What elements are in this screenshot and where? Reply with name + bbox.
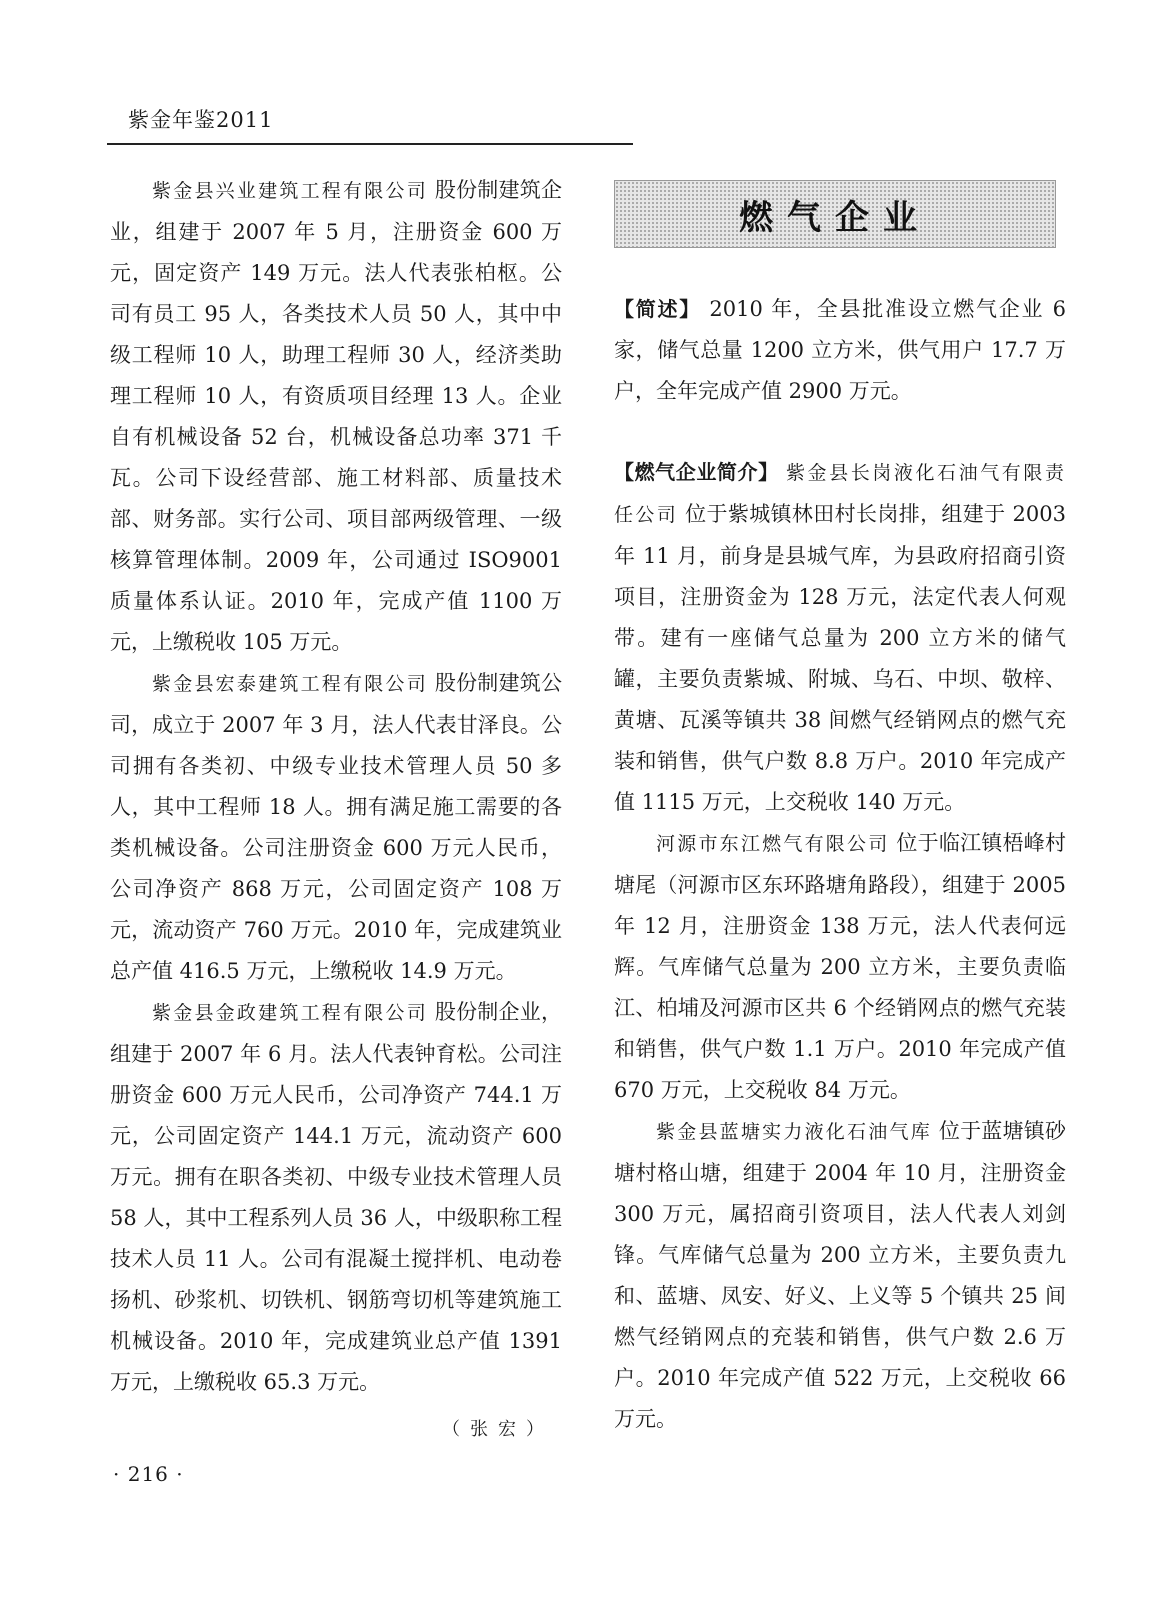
company-paragraph [614, 823, 1066, 1111]
right-column [614, 289, 1066, 1440]
left-column [110, 170, 562, 1450]
company-description: 位于蓝塘镇砂塘村格山塘，组建于 2004 年 10 月，注册资金 300 万元，属招商引资项目，法人代表人刘剑锋。气库储气总量为 200 立方米，主要负责九和、蓝塘、凤安、好义、上义等 5 个镇共 25 间燃气经销网点的充装和销售，供气户数 2.6 万户。2010 年完成产值 522 万元，上交税收 66 万元。 [614, 1119, 1066, 1431]
company-description: 位于紫城镇林田村长岗排，组建于 2003 年 11 月，前身是县城气库，为县政府招商引资项目，注册资金为 128 万元，法定代表人何观带。建有一座储气总量为 200 立方米的储气罐，主要负责紫城、附城、乌石、中坝、敬梓、黄塘、瓦溪等镇共 38 间燃气经销网点的燃气充装和销售，供气户数 8.8 万户。2010 年完成产值 1115 万元，上交税收 140 万元。 [614, 502, 1066, 814]
company-paragraph [110, 992, 562, 1403]
company-description: 股份制建筑企业，组建于 2007 年 5 月，注册资金 600 万元，固定资产 149 万元。法人代表张柏枢。公司有员工 95 人，各类技术人员 50 人，其中中级工程师 10 人，助理工程师 30 人，经济类助理工程师 10 人，有资质项目经理 13 人。企业自有机械设备 52 台，机械设备总功率 371 千瓦。公司下设经营部、施工材料部、质量技术部、财务部。实行公司、项目部两级管理、一级核算管理体制。2009 年，公司通过 ISO9001 质量体系认证。2010 年，完成产值 1100 万元，上缴税收 105 万元。 [110, 178, 562, 654]
intro-label: 【燃气企业简介】 [614, 460, 779, 484]
company-description: 位于临江镇梧峰村塘尾（河源市区东环路塘角路段），组建于 2005 年 12 月，注册资金 138 万元，法人代表何远辉。气库储气总量为 200 立方米，主要负责临江、柏埔及河源市区共 6 个经销网点的燃气充装和销售，供气户数 1.1 万户。2010 年完成产值 670 万元，上交税收 84 万元。 [614, 831, 1066, 1102]
summary-paragraph [614, 289, 1066, 412]
section-title-box [614, 180, 1056, 248]
company-paragraph [614, 452, 1066, 823]
author-signature: （张宏） [442, 1419, 554, 1440]
company-description: 股份制企业，组建于 2007 年 6 月。法人代表钟育松。公司注册资金 600 万元人民币，公司净资产 744.1 万元，公司固定资产 144.1 万元，流动资产 600 万元。拥有在职各类初、中级专业技术管理人员 58 人，其中工程系列人员 36 人，中级职称工程技术人员 11 人。公司有混凝土搅拌机、电动卷扬机、砂浆机、切铁机、钢筋弯切机等建筑施工机械设备。2010 年，完成建筑业总产值 1391 万元，上缴税收 65.3 万元。 [110, 1000, 562, 1394]
company-name: 紫金县长岗液化石油气有限责任公司 [614, 462, 1066, 526]
company-paragraph [110, 663, 562, 992]
spacer [614, 412, 1066, 452]
company-paragraph [614, 1111, 1066, 1440]
company-name: 紫金县宏泰建筑工程有限公司 [152, 673, 428, 695]
summary-text: 2010 年，全县批准设立燃气企业 6 家，储气总量 1200 立方米，供气用户 17.7 万户，全年完成产值 2900 万元。 [614, 297, 1066, 403]
company-name: 紫金县金政建筑工程有限公司 [152, 1002, 428, 1024]
running-header: 紫金年鉴2011 [128, 108, 274, 132]
page-number: · 216 · [113, 1462, 184, 1486]
company-name: 河源市东江燃气有限公司 [656, 833, 890, 855]
summary-label: 【简述】 [614, 297, 701, 321]
company-name: 紫金县兴业建筑工程有限公司 [152, 180, 428, 202]
company-paragraph [110, 170, 562, 663]
company-name: 紫金县蓝塘实力液化石油气库 [656, 1121, 932, 1143]
section-title: 燃气企业 [739, 197, 931, 238]
company-description: 股份制建筑公司，成立于 2007 年 3 月，法人代表甘泽良。公司拥有各类初、中级专业技术管理人员 50 多人，其中工程师 18 人。拥有满足施工需要的各类机械设备。公司注册资金 600 万元人民币，公司净资产 868 万元，公司固定资产 108 万元，流动资产 760 万元。2010 年，完成建筑业总产值 416.5 万元，上缴税收 14.9 万元。 [110, 671, 562, 983]
header-rule [107, 143, 633, 145]
